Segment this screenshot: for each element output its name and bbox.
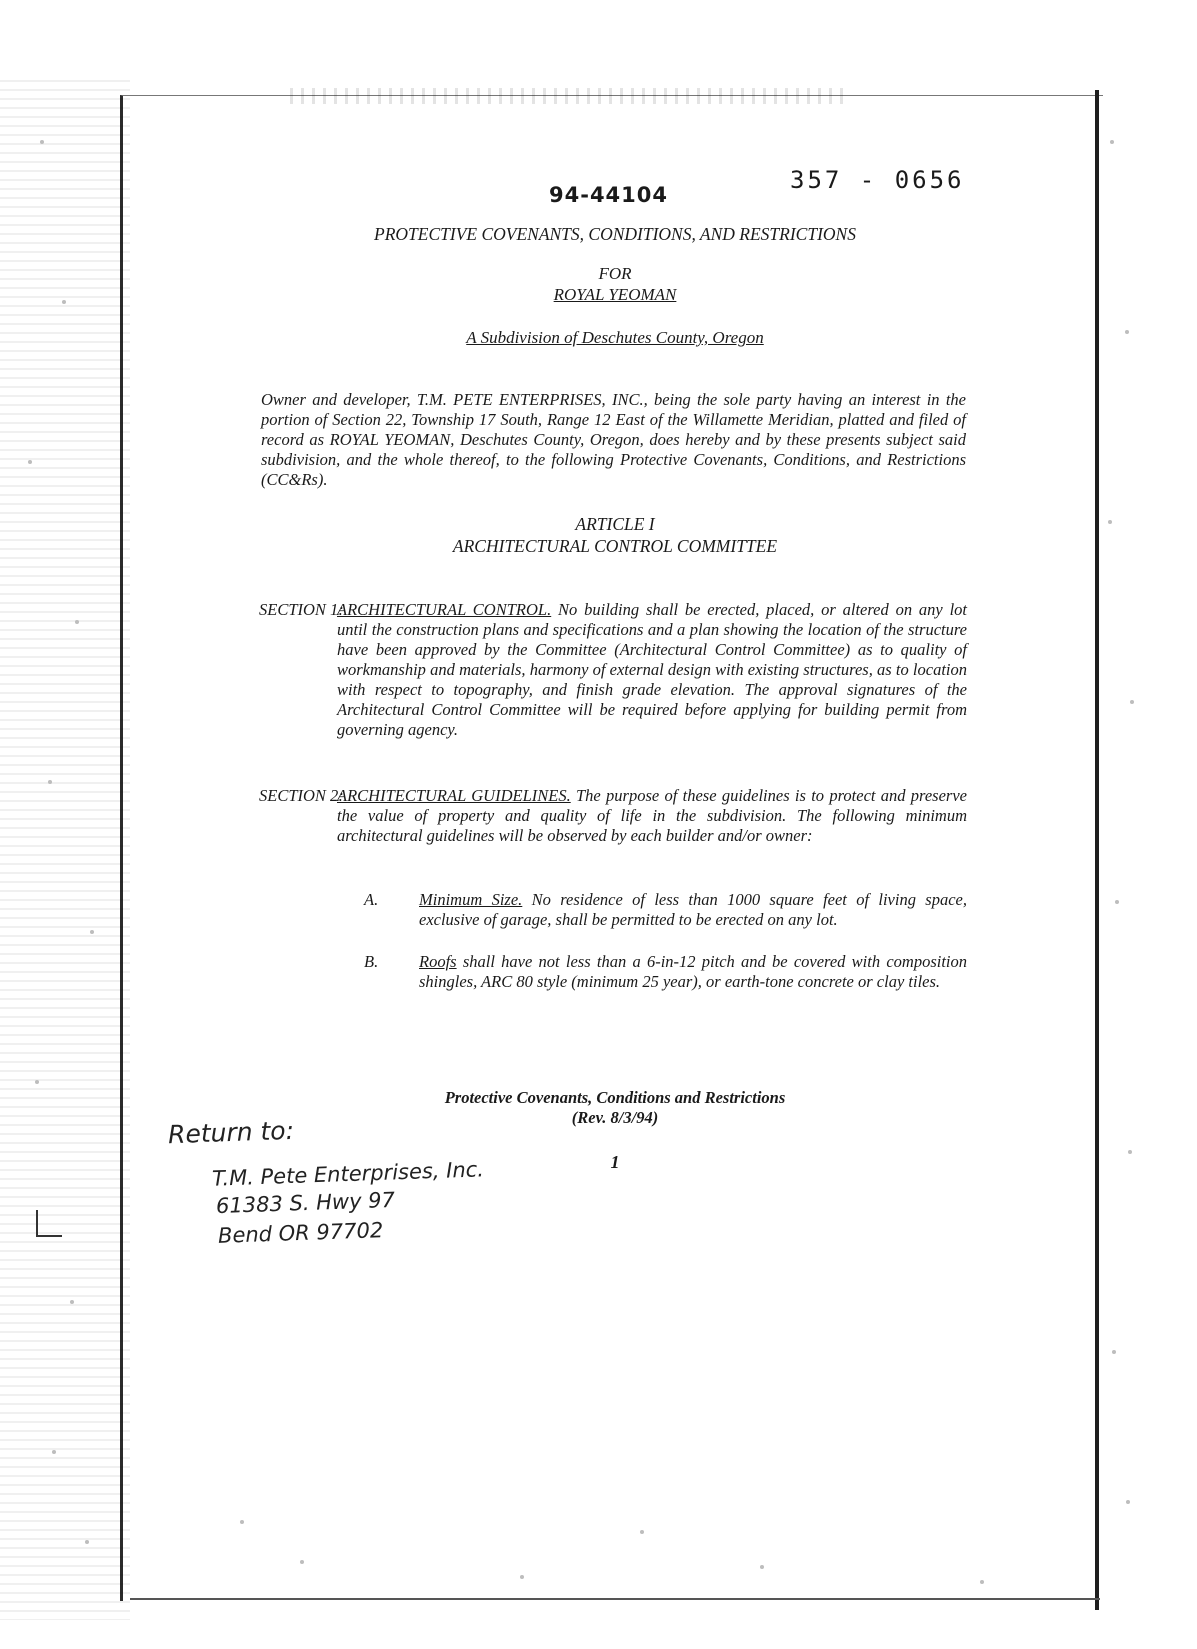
subdivision-name: ROYAL YEOMAN bbox=[553, 285, 677, 304]
footer-title: Protective Covenants, Conditions and Restrictions bbox=[444, 1088, 786, 1107]
scan-speckle bbox=[1115, 900, 1119, 904]
scan-speckle bbox=[300, 1560, 304, 1564]
item-a-body bbox=[419, 890, 967, 930]
scan-speckle bbox=[90, 930, 94, 934]
scan-speckle bbox=[980, 1580, 984, 1584]
recording-number: 94-44104 bbox=[549, 183, 668, 207]
scan-speckle bbox=[1110, 140, 1114, 144]
scan-right-edge bbox=[1095, 90, 1099, 1610]
intro-paragraph: Owner and developer, T.M. PETE ENTERPRISES, INC., being the sole party having an interest in the portion of Section 22, Township 17 South, Range 12 East of the Willamette Meridian, platted and filed of record as ROYAL YEOMAN, Deschutes County, Oregon, does hereby and by these presents subject said subdivision, and the whole thereof, to the following Protective Covenants, Conditions, and Restrictions (CC&Rs). bbox=[261, 390, 966, 489]
item-a-text: No residence of less than 1000 square feet of living space, exclusive of garage, shall be permitted to be erected on any lot. bbox=[419, 890, 967, 929]
corner-mark bbox=[36, 1235, 62, 1237]
item-b-label: B. bbox=[364, 952, 379, 971]
handwritten-street: 61383 S. Hwy 97 bbox=[215, 1187, 396, 1219]
scan-speckle bbox=[520, 1575, 524, 1579]
section-1-text: No building shall be erected, placed, or altered on any lot until the construction plans and specifications and a plan showing the location of the structure have been approved by the Committee (Architectural Control Committee) as to quality of workmanship and materials, harmony of external design with existing structures, as to location with respect to topography, and finish grade elevation. The approval signatures of the Architectural Control Committee will be required before applying for building permit from governing agency. bbox=[337, 600, 967, 739]
scan-speckle bbox=[1126, 1500, 1130, 1504]
item-a-label: A. bbox=[364, 890, 379, 909]
section-2-text: The purpose of these guidelines is to protect and preserve the value of property and quality of life in the subdivision. The following minimum architectural guidelines will be observed by each builder and/or owner: bbox=[337, 786, 967, 845]
footer-revision: (Rev. 8/3/94) bbox=[571, 1108, 659, 1127]
document-title: PROTECTIVE COVENANTS, CONDITIONS, AND RESTRICTIONS bbox=[374, 224, 856, 244]
item-b-heading: Roofs bbox=[419, 952, 457, 971]
article-name: ARCHITECTURAL CONTROL COMMITTEE bbox=[452, 536, 778, 556]
section-2-label: SECTION 2: bbox=[259, 786, 344, 805]
scan-speckle bbox=[35, 1080, 39, 1084]
scan-speckle bbox=[85, 1540, 89, 1544]
section-2-heading: ARCHITECTURAL GUIDELINES. bbox=[337, 786, 571, 805]
section-1-label: SECTION 1: bbox=[259, 600, 344, 619]
handwritten-city: Bend OR 97702 bbox=[217, 1218, 384, 1248]
page-number: 1 bbox=[610, 1152, 620, 1172]
scan-speckle bbox=[640, 1530, 644, 1534]
scan-speckle bbox=[75, 620, 79, 624]
section-1-body bbox=[337, 600, 967, 740]
corner-mark bbox=[36, 1210, 38, 1236]
item-b-text: shall have not less than a 6-in-12 pitch and be covered with composition shingles, ARC 80 style (minimum 25 year), or earth-tone concrete or clay tiles. bbox=[419, 952, 967, 991]
item-b-body bbox=[419, 952, 967, 992]
scan-noise-top bbox=[290, 88, 850, 104]
article-number: ARTICLE I bbox=[575, 514, 655, 534]
scan-speckle bbox=[1108, 520, 1112, 524]
scan-speckle bbox=[1130, 700, 1134, 704]
scan-speckle bbox=[1112, 1350, 1116, 1354]
section-2-body bbox=[337, 786, 967, 846]
item-a-heading: Minimum Size. bbox=[419, 890, 523, 909]
scan-speckle bbox=[1128, 1150, 1132, 1154]
scan-speckle bbox=[40, 140, 44, 144]
scan-speckle bbox=[760, 1565, 764, 1569]
scan-speckle bbox=[48, 780, 52, 784]
handwritten-name: T.M. Pete Enterprises, Inc. bbox=[211, 1157, 485, 1191]
county-line: A Subdivision of Deschutes County, Oregon bbox=[466, 328, 764, 347]
scan-speckle bbox=[70, 1300, 74, 1304]
section-1-heading: ARCHITECTURAL CONTROL. bbox=[337, 600, 552, 619]
scan-speckle bbox=[62, 300, 66, 304]
scan-speckle bbox=[1125, 330, 1129, 334]
scan-noise-left bbox=[0, 80, 130, 1620]
scan-speckle bbox=[240, 1520, 244, 1524]
book-page-stamp: 357 - 0656 bbox=[790, 166, 965, 194]
scan-bottom-edge bbox=[130, 1598, 1100, 1600]
scan-speckle bbox=[28, 460, 32, 464]
handwritten-return-to: Return to: bbox=[167, 1115, 295, 1150]
for-line: FOR bbox=[598, 264, 632, 283]
scan-speckle bbox=[52, 1450, 56, 1454]
scan-border bbox=[120, 95, 1103, 1601]
